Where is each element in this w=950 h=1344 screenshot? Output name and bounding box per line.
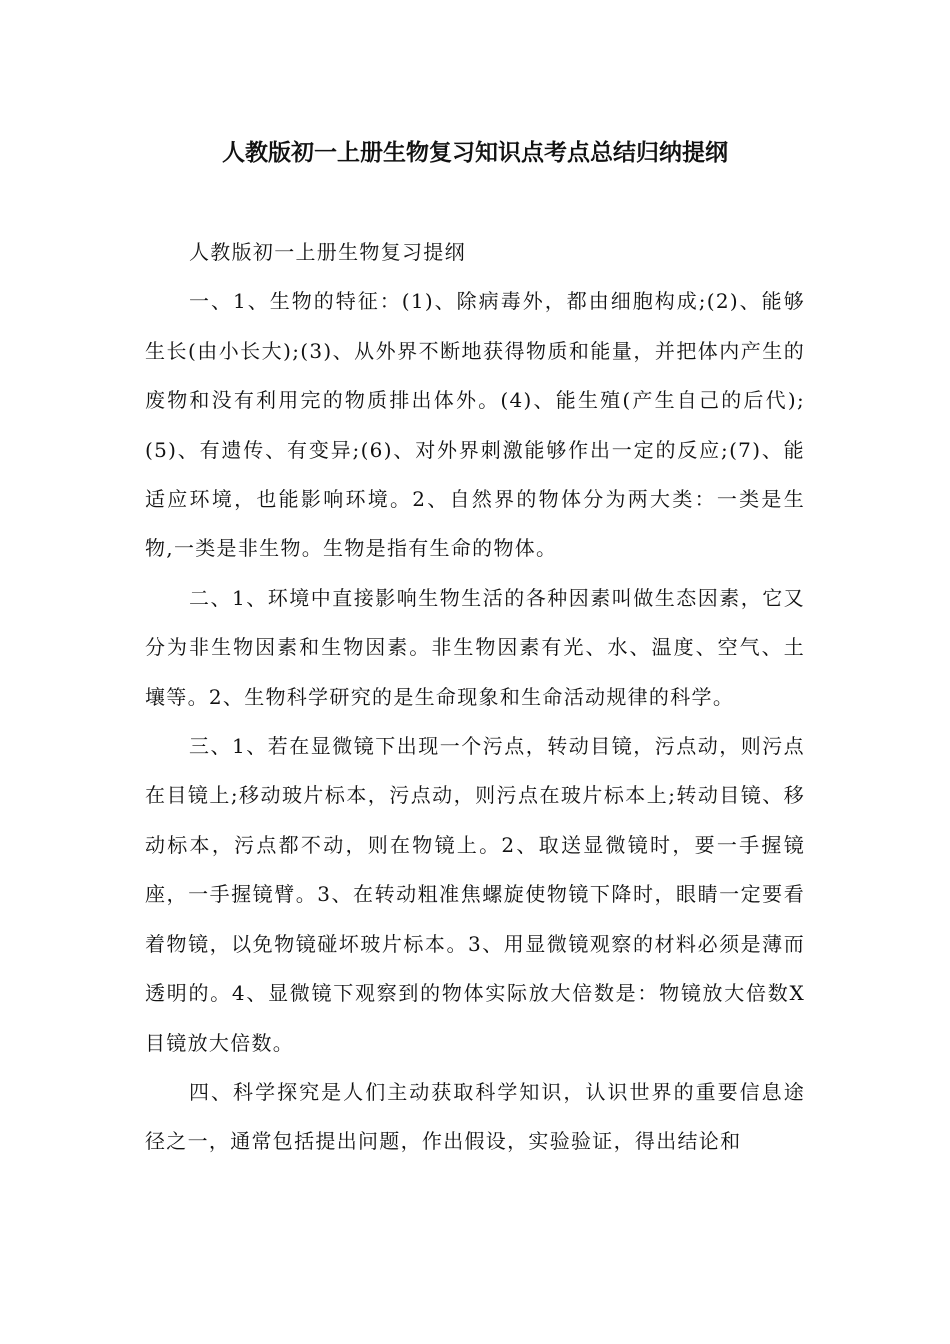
document-title: 人教版初一上册生物复习知识点考点总结归纳提纲: [222, 140, 728, 166]
paragraph-section-4: 四、科学探究是人们主动获取科学知识，认识世界的重要信息途径之一，通常包括提出问题，作出假设，实验验证，得出结论和: [145, 1079, 805, 1154]
document-body: [145, 228, 805, 1167]
paragraph-subtitle: 人教版初一上册生物复习提纲: [189, 240, 466, 264]
paragraph-section-2: 二、1、环境中直接影响生物生活的各种因素叫做生态因素，它又分为非生物因素和生物因素。非生物因素有光、水、温度、空气、土壤等。2、生物科学研究的是生命现象和生命活动规律的科学。: [145, 585, 805, 709]
paragraph-section-3: 三、1、若在显微镜下出现一个污点，转动目镜，污点动，则污点在目镜上;移动玻片标本，污点动，则污点在玻片标本上;转动目镜、移动标本，污点都不动，则在物镜上。2、取送显微镜时，要一手握镜座，一手握镜臂。3、在转动粗准焦螺旋使物镜下降时，眼睛一定要看着物镜，以免物镜碰坏玻片标本。3、用显微镜观察的材料必须是薄而透明的。4、显微镜下观察到的物体实际放大倍数是：物镜放大倍数X目镜放大倍数。: [145, 734, 805, 1055]
paragraph-section-1: 一、1、生物的特征：(1)、除病毒外，都由细胞构成;(2)、能够生长(由小长大);(3)、从外界不断地获得物质和能量，并把体内产生的废物和没有利用完的物质排出体外。(4)、能生殖(产生自己的后代);(5)、有遗传、有变异;(6)、对外界刺激能够作出一定的反应;(7)、能适应环境，也能影响环境。2、自然界的物体分为两大类：一类是生物,一类是非生物。生物是指有生命的物体。: [145, 289, 805, 561]
